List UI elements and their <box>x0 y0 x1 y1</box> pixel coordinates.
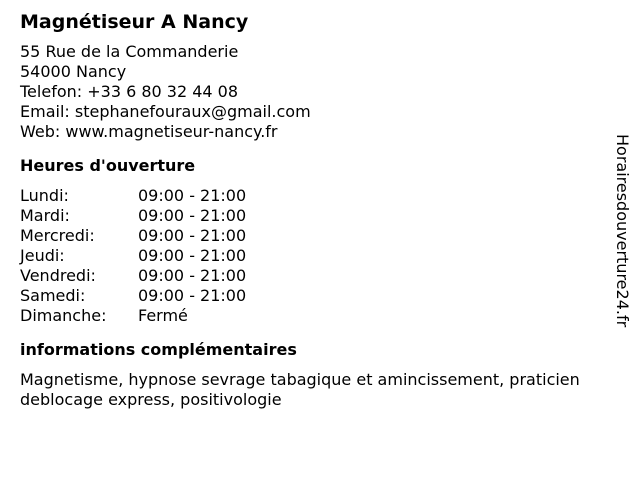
business-card <box>20 10 620 410</box>
web-line: Web: www.magnetiseur-nancy.fr <box>20 122 278 141</box>
business-name: Magnétiseur A Nancy <box>20 11 249 33</box>
day-label: Jeudi: <box>20 246 65 265</box>
side-brand-text: Horairesdouverture24.fr <box>613 134 632 328</box>
time-value: 09:00 - 21:00 <box>138 266 247 285</box>
hours-row-friday <box>20 266 620 286</box>
time-value: 09:00 - 21:00 <box>138 186 247 205</box>
hours-row-tuesday <box>20 206 620 226</box>
day-label: Mercredi: <box>20 226 95 245</box>
hours-table <box>20 186 620 326</box>
time-value: Fermé <box>138 306 188 325</box>
time-value: 09:00 - 21:00 <box>138 206 247 225</box>
info-heading: informations complémentaires <box>20 340 297 359</box>
street-address: 55 Rue de la Commanderie <box>20 42 239 61</box>
phone-line: Telefon: +33 6 80 32 44 08 <box>20 82 239 101</box>
info-text: Magnetisme, hypnose sevrage tabagique et amincissement, praticien deblocage express, positivologie <box>20 370 580 409</box>
hours-row-monday <box>20 186 620 206</box>
email-line: Email: stephanefouraux@gmail.com <box>20 102 311 121</box>
day-label: Lundi: <box>20 186 69 205</box>
day-label: Mardi: <box>20 206 70 225</box>
hours-row-wednesday <box>20 226 620 246</box>
day-label: Dimanche: <box>20 306 107 325</box>
hours-row-sunday <box>20 306 620 326</box>
time-value: 09:00 - 21:00 <box>138 286 247 305</box>
hours-row-thursday <box>20 246 620 266</box>
time-value: 09:00 - 21:00 <box>138 226 247 245</box>
hours-heading: Heures d'ouverture <box>20 156 196 175</box>
time-value: 09:00 - 21:00 <box>138 246 247 265</box>
city-line: 54000 Nancy <box>20 62 127 81</box>
hours-row-saturday <box>20 286 620 306</box>
day-label: Samedi: <box>20 286 86 305</box>
day-label: Vendredi: <box>20 266 96 285</box>
